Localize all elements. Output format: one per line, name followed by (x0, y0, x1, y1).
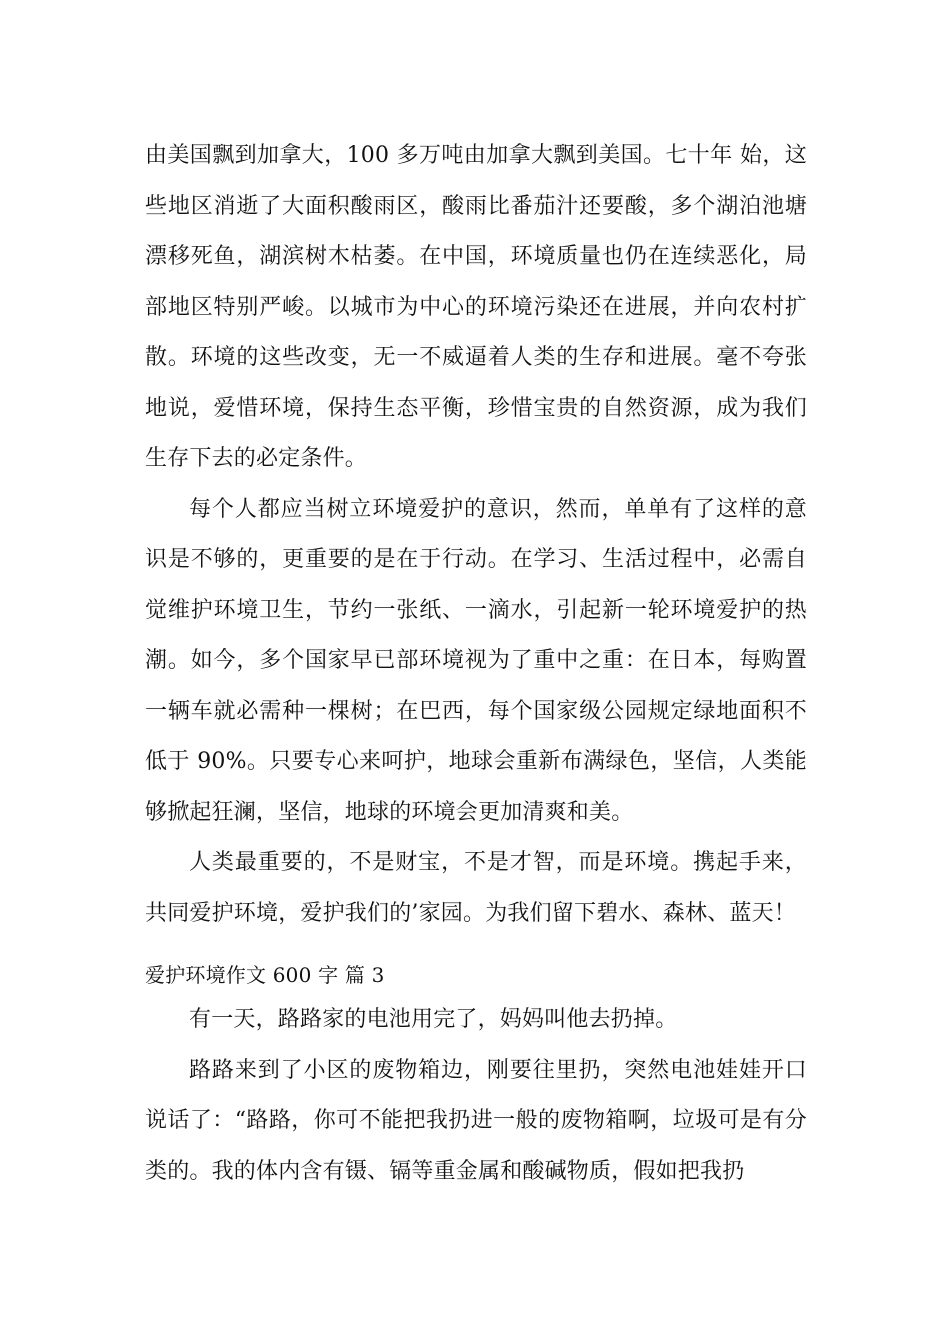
paragraph-1: 由美国飘到加拿大，100 多万吨由加拿大飘到美国。七十年 始，这些地区消逝了大面积酸雨区，酸雨比番茄汁还要酸，多个湖泊池塘漂移死鱼，湖滨树木枯萎。在中国，环境质量也仍在连续恶化，局部地区特别严峻。以城市为中心的环境污染还在进展，并向农村扩散。环境的这些改变，无一不威逼着人类的生存和进展。毫不夸张地说，爱惜环境，保持生态平衡，珍惜宝贵的自然资源，成为我们生存下去的必定条件。 (145, 143, 807, 471)
section-heading: 爱护环境作文 600 字 篇 3 (145, 963, 385, 987)
paragraph-5: 路路来到了小区的废物箱边，刚要往里扔，突然电池娃娃开口说话了：“路路，你可不能把我扔进一般的废物箱啊，垃圾可是有分类的。我的体内含有镊、镉等重金属和酸碱物质，假如把我扔 (145, 1057, 807, 1184)
paragraph-3: 人类最重要的，不是财宝，不是才智，而是环境。携起手来，共同爱护环境，爱护我们的’家园。为我们留下碧水、森林、蓝天！ (145, 850, 807, 926)
paragraph-4: 有一天，路路家的电池用完了，妈妈叫他去扔掉。 (189, 1007, 678, 1032)
document-body (145, 131, 807, 1197)
paragraph-2: 每个人都应当树立环境爱护的意识，然而，单单有了这样的意识是不够的，更重要的是在于行动。在学习、生活过程中，必需自觉维护环境卫生，节约一张纸、一滴水，引起新一轮环境爱护的热潮。如今，多个国家早已部环境视为了重中之重：在日本，每购置一辆车就必需种一棵树；在巴西，每个国家级公园规定绿地面积不低于 90%。只要专心来呵护，地球会重新布满绿色，坚信，人类能够掀起狂澜，坚信，地球的环境会更加清爽和美。 (145, 496, 807, 825)
